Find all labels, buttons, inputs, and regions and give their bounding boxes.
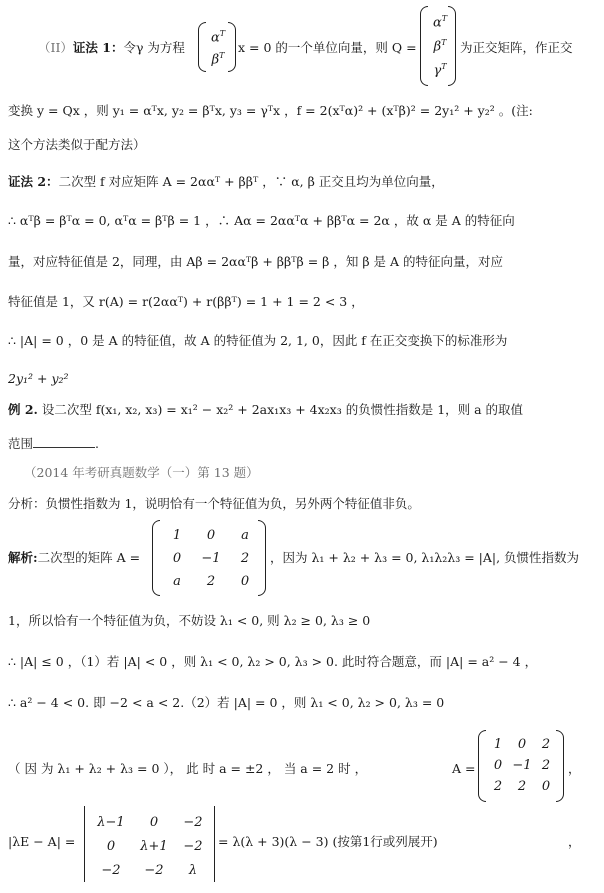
det-label: |λE − A| = (8, 834, 76, 849)
matrix-a2-cell: 0 (541, 779, 551, 794)
comma: ， (568, 834, 581, 849)
det-result: = λ(λ + 3)(λ − 3) (按第1行或列展开) (218, 834, 438, 849)
q-row-gamma: $\gamma^T$ (433, 61, 447, 79)
matrix-a2-bracket-right (556, 730, 564, 802)
matrix-a (160, 524, 262, 593)
example-line2 (8, 437, 99, 451)
matrix-det-cell: 0 (149, 814, 159, 830)
matrix-det-cell: 0 (106, 838, 116, 854)
proof1-text-a: 令γ 为方程 (123, 40, 185, 55)
matrix-a-cell: 1 (172, 528, 182, 543)
proof2-line1 (8, 176, 444, 189)
example-source: （2014 年考研真题数学（一）第 13 题） (24, 465, 259, 480)
alpha-beta-matrix (206, 26, 230, 70)
matrix-bracket-right (228, 22, 236, 72)
matrix-a-cell: 0 (172, 551, 182, 566)
matrix-a2 (486, 734, 558, 797)
solution-line2: 1，所以恰有一个特征值为负，不妨设 λ₁ < 0, 则 λ₂ ≥ 0, λ₃ ≥ 0 (8, 613, 371, 628)
matrix-a-cell: 0 (206, 528, 216, 543)
matrix-det-cell: −2 (101, 862, 121, 878)
q-row-alpha: $\alpha^T$ (432, 13, 448, 31)
matrix-a-cell: −1 (201, 551, 221, 566)
matrix-a2-cell: 2 (493, 779, 503, 794)
example-label: 例 2. (8, 402, 38, 417)
example-text: 设二次型 f(x₁, x₂, x₃) = x₁² − x₂² + 2ax₁x₃ + 4x₂x₃ 的负惯性指数是 1，则 a 的取值 (41, 402, 524, 417)
solution-line4: ∴ a² − 4 < 0. 即 −2 < a < 2.（2）若 |A| = 0 ，则 λ₁ < 0, λ₂ > 0, λ₃ = 0 (8, 695, 445, 710)
matrix-a-bracket-left (152, 520, 160, 596)
proof1-line2: 变换 y = Qx ，则 y₁ = αᵀx, y₂ = βᵀx, y₃ = γᵀx ，f = 2(xᵀα)² + (xᵀβ)² = 2y₁² + y₂² 。(注: (8, 103, 533, 118)
q-row-beta: $\beta^T$ (433, 37, 447, 55)
matrix-row-beta: $\beta^T$ (211, 50, 225, 68)
example-line1 (8, 404, 523, 417)
matrix-det-cell: λ+1 (140, 838, 168, 854)
matrix-a2-cell: −1 (512, 758, 532, 773)
example-analysis: 分析：负惯性指数为 1，说明恰有一个特征值为负，另外两个特征值非负。 (8, 496, 420, 511)
matrix-det-cell: λ−1 (97, 814, 125, 830)
answer-blank (33, 437, 95, 448)
solution-text-b: ，因为 λ₁ + λ₂ + λ₃ = 0, λ₁λ₂λ₃ = |A|, 负惯性指数为 (270, 550, 580, 565)
matrix-det-cell: −2 (144, 862, 164, 878)
proof2-label: 证法 2： (8, 174, 59, 189)
matrix-det-cell: −2 (183, 814, 203, 830)
q-bracket-left (420, 6, 428, 86)
solution-label: 解析: (8, 550, 38, 565)
matrix-a-cell: 2 (240, 551, 250, 566)
proof2-text: 二次型 f 对应矩阵 A = 2ααᵀ + ββᵀ ，∵ α, β 正交且均为单位向量， (58, 174, 444, 189)
proof1-label: 证法 1： (72, 40, 124, 55)
period: . (95, 436, 99, 451)
matrix-a-cell: 2 (206, 574, 216, 589)
matrix-a2-label: A = (452, 761, 476, 776)
comma: ， (568, 761, 581, 776)
matrix-det (88, 810, 212, 882)
det-bar-right (214, 806, 215, 882)
proof2-line5: ∴ |A| = 0 ，0 是 A 的特征值，故 A 的特征值为 2, 1, 0，因此 f 在正交变换下的标准形为 (8, 333, 508, 348)
matrix-a-cell: a (241, 528, 249, 543)
proof2-line6: 2y₁² + y₂² (8, 371, 69, 386)
q-bracket-right (448, 6, 456, 86)
proof1-text-b: x = 0 的一个单位向量，则 Q = (238, 40, 417, 55)
matrix-row-alpha: $\alpha^T$ (210, 28, 226, 46)
matrix-a-bracket-right (258, 520, 266, 596)
matrix-a2-cell: 0 (493, 758, 503, 773)
solution-line3: ∴ |A| ≤ 0 ，（1）若 |A| < 0 ，则 λ₁ < 0, λ₂ > 0, λ₃ > 0. 此时符合题意，而 |A| = a² − 4 ， (8, 654, 538, 669)
solution-text-a: 二次型的矩阵 A = (37, 550, 141, 565)
matrix-det-cell: −2 (183, 838, 203, 854)
matrix-bracket-left (198, 22, 206, 72)
proof1-intro: （II） (38, 40, 73, 55)
matrix-a2-cell: 0 (517, 737, 527, 752)
matrix-a-cell: 0 (240, 574, 250, 589)
proof1-line3: 这个方法类似于配方法） (8, 137, 146, 152)
proof1-line1 (38, 42, 185, 55)
example-range-label: 范围 (8, 436, 34, 451)
det-bar-left (84, 806, 85, 882)
matrix-det-cell: λ (188, 862, 198, 878)
matrix-a2-cell: 1 (493, 737, 503, 752)
matrix-a2-cell: 2 (517, 779, 527, 794)
solution-line1 (8, 552, 140, 565)
proof2-line3: 量，对应特征值是 2，同理，由 Aβ = 2ααᵀβ + ββᵀβ = β ，知 β 是 A 的特征向量，对应 (8, 254, 504, 269)
proof1-text-c: 为正交矩阵，作正交 (460, 40, 573, 55)
matrix-a2-cell: 2 (541, 758, 551, 773)
proof2-line4: 特征值是 1，又 r(A) = r(2ααᵀ) + r(ββᵀ) = 1 + 1 = 2 < 3 ， (8, 294, 364, 309)
matrix-a2-cell: 2 (541, 737, 551, 752)
solution-line5: （ 因 为 λ₁ + λ₂ + λ₃ = 0 ）， 此 时 a = ±2 ， 当 a = 2 时 ， (8, 761, 368, 776)
proof2-line2: ∴ αᵀβ = βᵀα = 0, αᵀα = βᵀβ = 1 ，∴ Aα = 2ααᵀα + ββᵀα = 2α ，故 α 是 A 的特征向 (8, 213, 515, 228)
matrix-a-cell: a (173, 574, 181, 589)
matrix-a2-bracket-left (478, 730, 486, 802)
